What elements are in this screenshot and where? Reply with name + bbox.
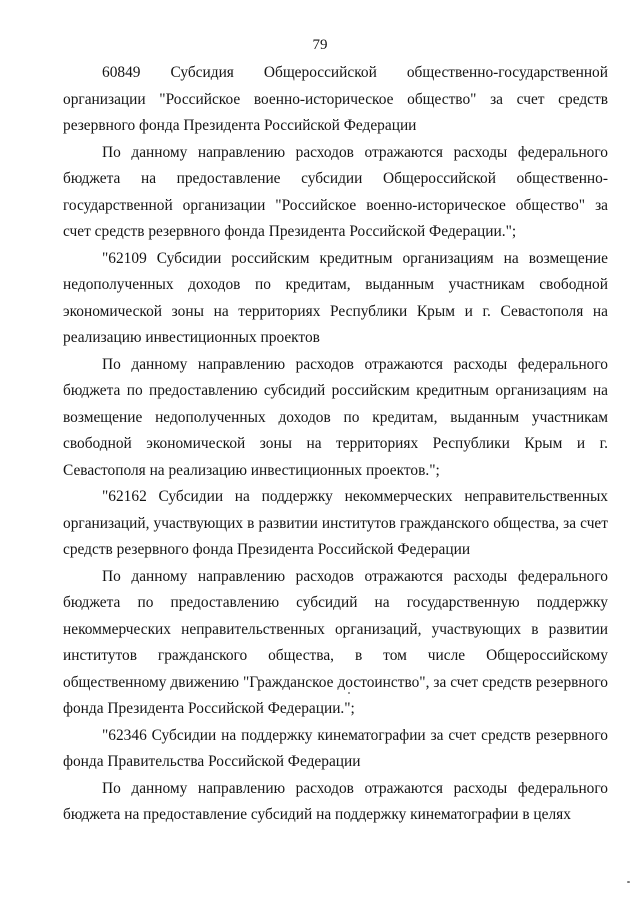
paragraph-code-62162-heading: "62162 Субсидии на поддержку некоммерческих неправительственных организаций, участвующих в развитии институтов гражданского общества, за счет средств резервного фонда Президента Российской Федерации xyxy=(63,488,608,558)
paragraph-code-62162-description: По данному направлению расходов отражаются расходы федерального бюджета по предоставлению субсидий на государственную поддержку некоммерческих неправительственных организаций, участвующих в развитии институтов гражданского общества, в том числе Общероссийскому общественному движению "Гражданское достоинство", за счет средств резервного фонда Президента Российской Федерации."; xyxy=(63,567,608,717)
paragraph-code-62346-heading: "62346 Субсидии на поддержку кинематографии за счет средств резервного фонда Правительства Российской Федерации xyxy=(63,726,608,770)
document-body xyxy=(63,60,608,829)
paragraph-code-62109-heading: "62109 Субсидии российским кредитным организациям на возмещение недополученных доходов по кредитам, выданным участникам свободной экономической зоны на территориях Республики Крым и г. Севастополя на реализацию инвестиционных проектов xyxy=(63,249,608,346)
paragraph-code-60849-heading: 60849 Субсидия Общероссийской общественно-государственной организации "Российское военно-историческое общество" за счет средств резервного фонда Президента Российской Федерации xyxy=(63,64,608,134)
paragraph-code-62109-description: По данному направлению расходов отражаются расходы федерального бюджета по предоставлению субсидий российским кредитным организациям на возмещение недополученных доходов по кредитам, выданным участникам свободной экономической зоны на территориях Республики Крым и г. Севастополя на реализацию инвестиционных проектов."; xyxy=(63,355,608,479)
scan-speck xyxy=(348,692,350,694)
paragraph-code-62346-description: По данному направлению расходов отражаются расходы федерального бюджета на предоставление субсидий на поддержку кинематографии в целях xyxy=(63,779,608,823)
scan-speck xyxy=(627,881,630,883)
page-number: 79 xyxy=(312,37,328,53)
paragraph-code-60849-description: По данному направлению расходов отражаются расходы федерального бюджета на предоставление субсидии Общероссийской общественно-государственной организации "Российское военно-историческое общество" за счет средств резервного фонда Президента Российской Федерации."; xyxy=(63,143,608,240)
